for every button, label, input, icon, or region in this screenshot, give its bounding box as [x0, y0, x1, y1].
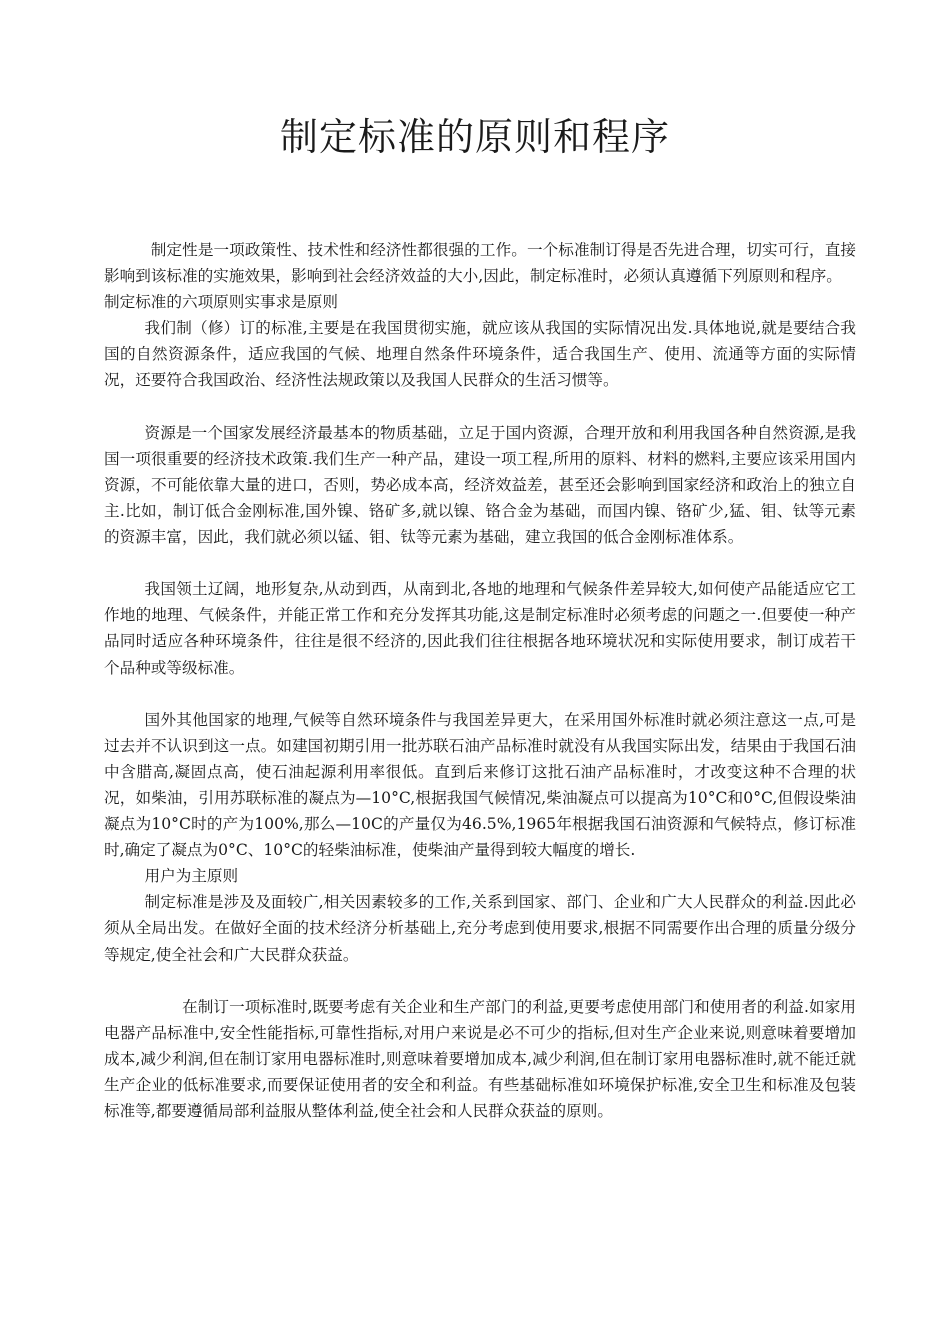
paragraph-foreign: 国外其他国家的地理,气候等自然环境条件与我国差异更大，在采用国外标准时就必须注意这一点,可是过去并不认识到这一点。如建国初期引用一批苏联石油产品标准时就没有从我国实际出发，结果由于我国石油中含腊高,凝固点高，使石油起源利用率很低。直到后来修订这批石油产品标准时，才改变这种不合理的状况，如柴油，引用苏联标准的凝点为—10°C,根据我国气候情况,柴油凝点可以提高为10°C和0°C,但假设柴油凝点为10°C时的产为100%,那么—10C的产量仅为46.5%,1965年根据我国石油资源和气候特点，修订标准时,确定了凝点为0°C、10°C的轻柴油标准，使柴油产量得到较大幅度的增长.	[104, 710, 856, 860]
section-heading-user: 用户为主原则	[144, 867, 239, 886]
paragraph-gap	[104, 968, 856, 994]
paragraph-gap	[104, 681, 856, 707]
intro-paragraph: 制定性是一项政策性、技术性和经济性都很强的工作。一个标准制订得是否先进合理，切实可行，直接影响到该标准的实施效果，影响到社会经济效益的大小,因此，制定标准时，必须认真遵循下列原则和程序。	[104, 241, 856, 286]
paragraph-territory: 我国领土辽阔，地形复杂,从动到西，从南到北,各地的地理和气候条件差异较大,如何使产品能适应它工作地的地理、气候条件，并能正常工作和充分发挥其功能,这是制定标准时必须考虑的问题之一.但要使一种产品同时适应各种环境条件，往往是很不经济的,因此我们往往根据各地环境状况和实际使用要求，制订成若干个品种或等级标准。	[104, 580, 856, 677]
paragraph-practical: 我们制（修）订的标准,主要是在我国贯彻实施，就应该从我国的实际情况出发.具体地说,就是要结合我国的自然资源条件，适应我国的气候、地理自然条件环境条件，适合我国生产、使用、流通等方面的实际情况，还要符合我国政治、经济性法规政策以及我国人民群众的生活习惯等。	[104, 319, 856, 390]
paragraph-resources: 资源是一个国家发展经济最基本的物质基础，立足于国内资源，合理开放和利用我国各种自然资源,是我国一项很重要的经济技术政策.我们生产一种产品，建设一项工程,所用的原料、材料的燃料,主要应该采用国内资源，不可能依靠大量的进口，否则，势必成本高，经济效益差，甚至还会影响到国家经济和政治上的独立自主.比如，制订低合金刚标准,国外镍、铬矿多,就以镍、铬合金为基础，而国内镍、铬矿少,猛、钼、钛等元素的资源丰富，因此，我们就必须以锰、钼、钛等元素为基础，建立我国的低合金刚标准体系。	[104, 423, 856, 547]
section-heading-principles: 制定标准的六项原则实事求是原则	[104, 293, 338, 312]
paragraph-gap	[104, 550, 856, 576]
paragraph-gap	[104, 394, 856, 420]
paragraph-user-interest: 在制订一项标准时,既要考虑有关企业和生产部门的利益,更要考虑使用部门和使用者的利益.如家用电器产品标准中,安全性能指标,可靠性指标,对用户来说是必不可少的指标,但对生产企业来说,则意味着要增加成本,减少利润,但在制订家用电器标准时,则意味着要增加成本,减少利润,但在制订家用电器标准时,就不能迁就生产企业的低标准要求,而要保证使用者的安全和利益。有些基础标准如环境保护标准,安全卫生和标准及包装标准等,都要遵循局部利益服从整体利益,使全社会和人民群众获益的原则。	[104, 997, 856, 1121]
document-body	[104, 237, 856, 1124]
document-title: 制定标准的原则和程序	[279, 115, 670, 159]
paragraph-standards-scope: 制定标准是涉及及面较广,相关因素较多的工作,关系到国家、部门、企业和广大人民群众的利益.因此必须从全局出发。在做好全面的技术经济分析基础上,充分考虑到使用要求,根据不同需要作出合理的质量分级分等规定,使全社会和广大民群众获益。	[104, 893, 856, 964]
